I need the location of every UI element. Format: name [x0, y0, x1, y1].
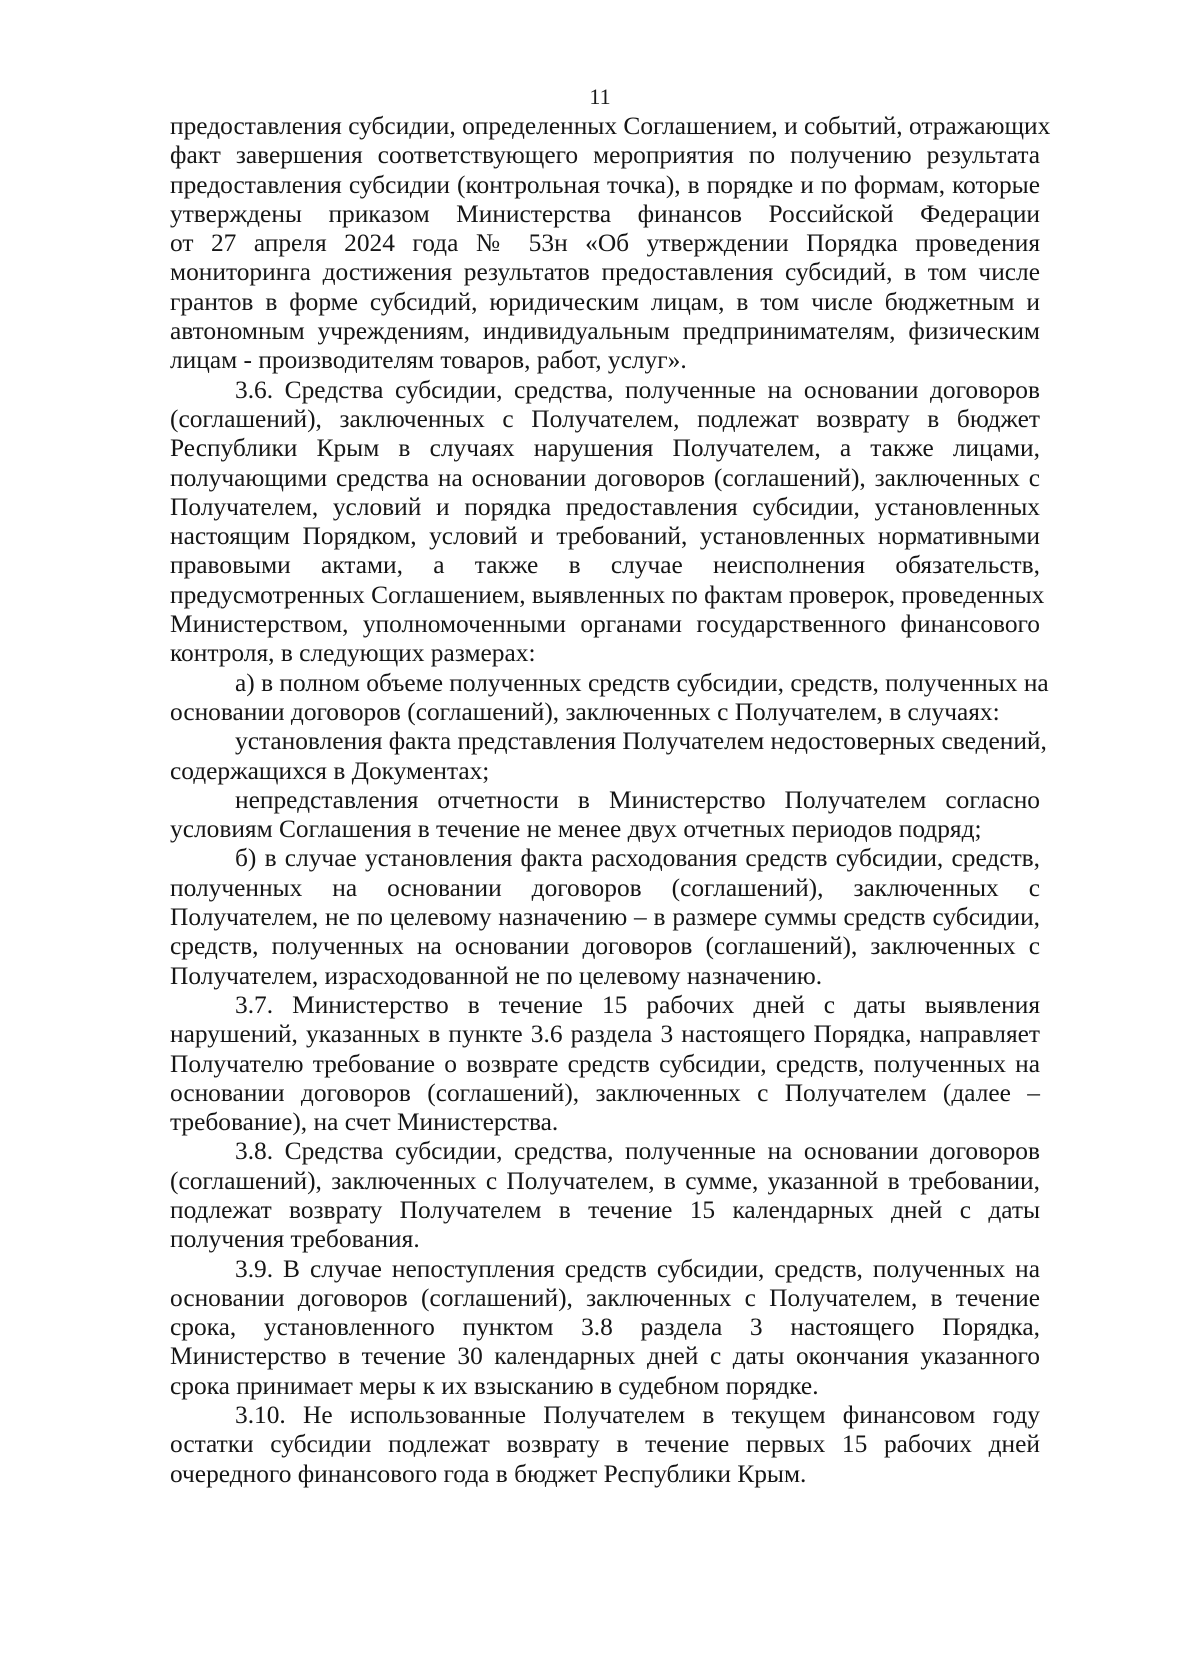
text-line: контроля, в следующих размерах:: [170, 639, 536, 668]
text-line: факт завершения соответствующего мероприятия по получению результата: [170, 141, 1040, 170]
text-line: 3.10. Не использованные Получателем в текущем финансовом году: [235, 1401, 1040, 1430]
text-line: полученных на основании договоров (соглашений), заключенных с: [170, 873, 1040, 902]
text-line: остатки субсидии подлежат возврату в течение первых 15 рабочих дней: [170, 1430, 1040, 1459]
text-line: Получателю требование о возврате средств субсидии, средств, полученных на: [170, 1049, 1040, 1078]
text-line: основании договоров (соглашений), заключенных с Получателем (далее –: [170, 1078, 1040, 1107]
text-line: основании договоров (соглашений), заключенных с Получателем, в случаях:: [170, 697, 1000, 726]
text-line: от 27 апреля 2024 года № 53н «Об утверждении Порядка проведения: [170, 229, 1040, 258]
text-line: основании договоров (соглашений), заключенных с Получателем, в течение: [170, 1283, 1040, 1312]
text-line: правовыми актами, а также в случае неисполнения обязательств,: [170, 551, 1040, 580]
text-line: Получателем, израсходованной не по целевому назначению.: [170, 961, 823, 990]
text-line: б) в случае установления факта расходования средств субсидии, средств,: [235, 844, 1040, 873]
text-line: требование), на счет Министерства.: [170, 1108, 559, 1137]
text-line: подлежат возврату Получателем в течение 15 календарных дней с даты: [170, 1195, 1040, 1224]
text-line: получения требования.: [170, 1225, 420, 1254]
page-number: 11: [589, 84, 611, 109]
text-line: Получателем, условий и порядка предоставления субсидии, установленных: [170, 492, 1040, 521]
document-body: [170, 112, 1051, 1489]
text-line: 3.9. В случае непоступления средств субсидии, средств, полученных на: [235, 1254, 1040, 1283]
text-line: (соглашений), заключенных с Получателем, подлежат возврату в бюджет: [170, 404, 1040, 433]
text-line: Министерство в течение 30 календарных дней с даты окончания указанного: [170, 1342, 1040, 1371]
text-line: утверждены приказом Министерства финансов Российской Федерации: [170, 199, 1040, 228]
text-line: нарушений, указанных в пункте 3.6 раздела 3 настоящего Порядка, направляет: [170, 1020, 1040, 1049]
text-line: Получателем, не по целевому назначению – в размере суммы средств субсидии,: [170, 903, 1040, 932]
text-line: Министерством, уполномоченными органами государственного финансового: [170, 610, 1040, 639]
text-line: а) в полном объеме полученных средств субсидии, средств, полученных на: [235, 668, 1049, 697]
text-line: получающими средства на основании договоров (соглашений), заключенных с: [170, 463, 1040, 492]
text-line: предоставления субсидии, определенных Соглашением, и событий, отражающих: [170, 112, 1051, 140]
text-line: 3.8. Средства субсидии, средства, полученные на основании договоров: [235, 1137, 1040, 1166]
text-line: непредставления отчетности в Министерство Получателем согласно: [235, 785, 1040, 814]
text-line: Республики Крым в случаях нарушения Получателем, а также лицами,: [170, 434, 1040, 463]
text-line: содержащихся в Документах;: [170, 756, 490, 785]
text-line: автономным учреждениям, индивидуальным предпринимателям, физическим: [170, 317, 1040, 346]
text-line: предусмотренных Соглашением, выявленных по фактам проверок, проведенных: [170, 580, 1045, 609]
text-line: предоставления субсидии (контрольная точка), в порядке и по формам, которые: [170, 170, 1040, 199]
text-line: условиям Соглашения в течение не менее двух отчетных периодов подряд;: [170, 815, 982, 844]
text-line: (соглашений), заключенных с Получателем, в сумме, указанной в требовании,: [170, 1166, 1040, 1195]
text-line: средств, полученных на основании договоров (соглашений), заключенных с: [170, 932, 1040, 961]
text-line: 3.6. Средства субсидии, средства, полученные на основании договоров: [235, 375, 1040, 404]
text-line: срока принимает меры к их взысканию в судебном порядке.: [170, 1371, 819, 1400]
text-line: срока, установленного пунктом 3.8 раздела 3 настоящего Порядка,: [170, 1313, 1040, 1342]
text-line: мониторинга достижения результатов предоставления субсидий, в том числе: [170, 258, 1040, 287]
text-line: 3.7. Министерство в течение 15 рабочих дней с даты выявления: [235, 990, 1040, 1019]
text-line: лицам - производителям товаров, работ, услуг».: [170, 346, 687, 375]
text-line: настоящим Порядком, условий и требований, установленных нормативными: [170, 522, 1040, 551]
text-line: очередного финансового года в бюджет Республики Крым.: [170, 1459, 807, 1488]
text-line: грантов в форме субсидий, юридическим лицам, в том числе бюджетным и: [170, 287, 1040, 316]
text-line: установления факта представления Получателем недостоверных сведений,: [235, 727, 1047, 756]
